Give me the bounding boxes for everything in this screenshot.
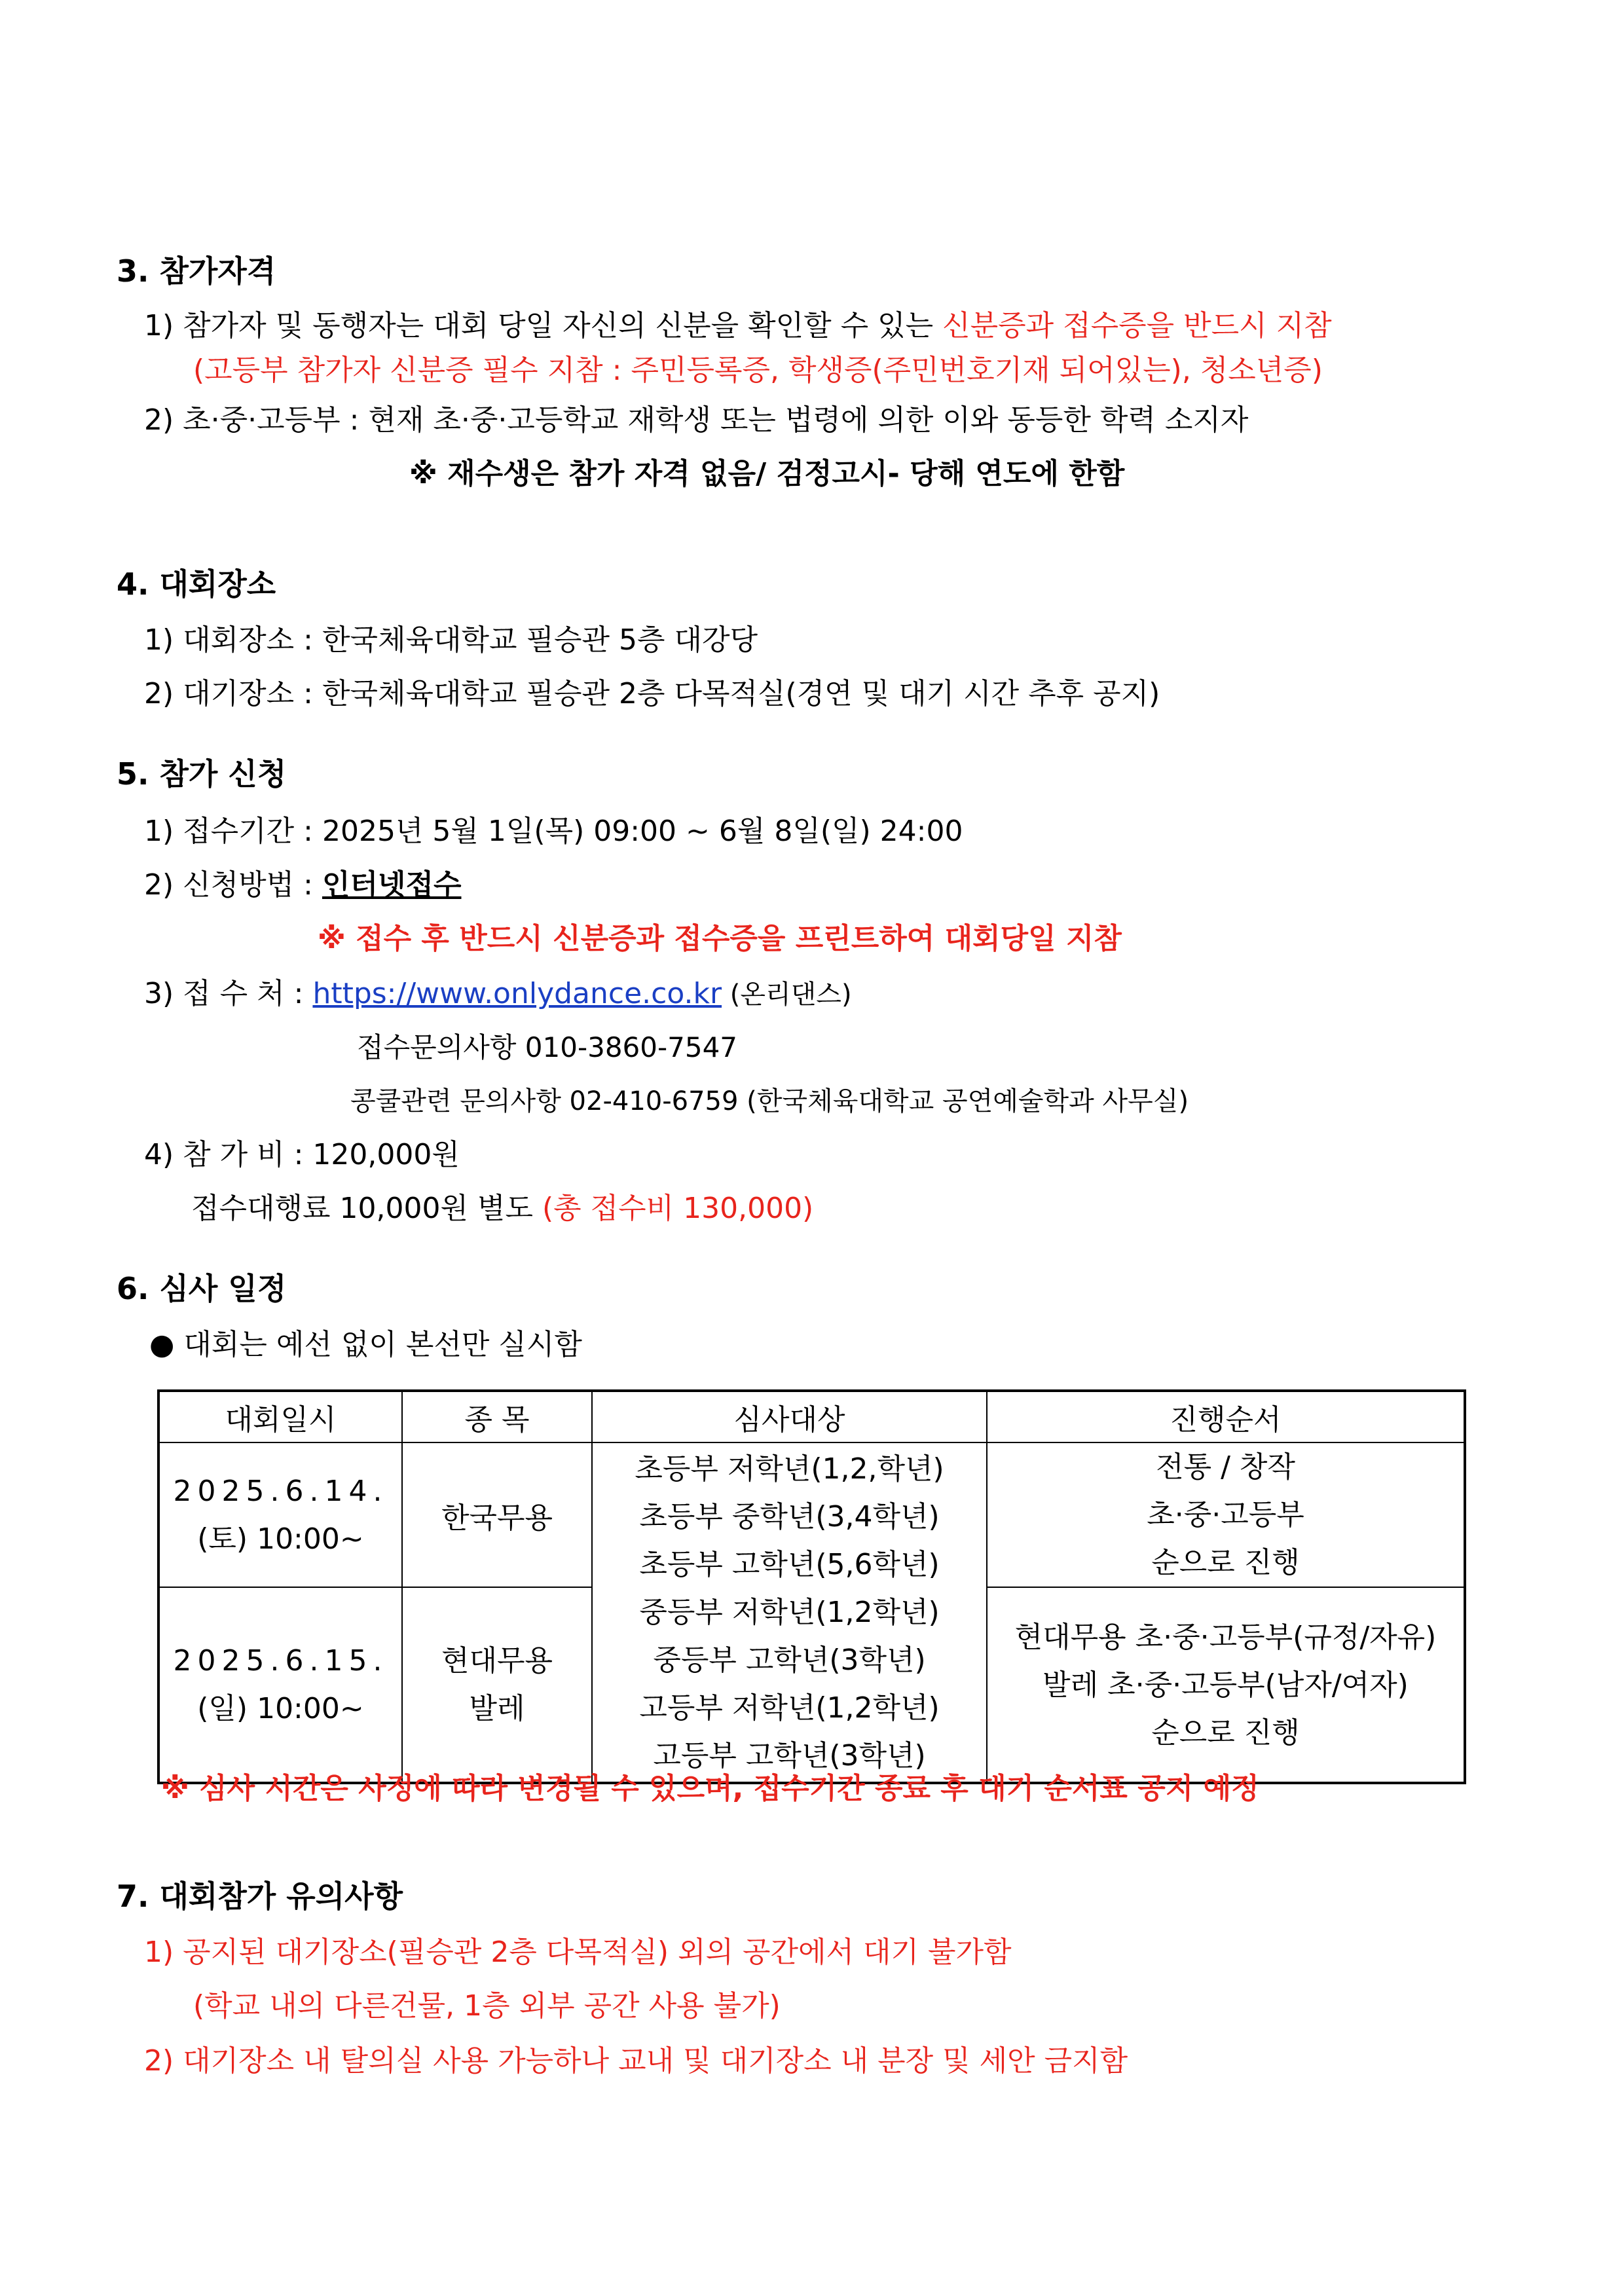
target-item: 고등부 저학년(1,2학년) [639, 1691, 940, 1725]
s5-item-4: 4) 참 가 비 : 120,000원 [144, 1138, 460, 1171]
s4-item-1: 1) 대회장소 : 한국체육대학교 필승관 5층 대강당 [144, 623, 758, 657]
s6-bullet: ● 대회는 예선 없이 본선만 실시함 [149, 1328, 582, 1361]
target-item: 초등부 중학년(3,4학년) [639, 1500, 940, 1533]
date-value: 2025.6.15. [173, 1644, 388, 1678]
s3-item-2: 2) 초·중·고등부 : 현재 초·중·고등학교 재학생 또는 법령에 의한 이와 동등한 학력 소지자 [144, 403, 1249, 437]
section-7-title: 7. 대회참가 유의사항 [117, 1879, 403, 1914]
s3-item-1-note: (고등부 참가자 신분증 필수 지참 : 주민등록증, 학생증(주민번호기재 되어있는), 청소년증) [193, 354, 1323, 387]
target-item: 중등부 고학년(3학년) [653, 1643, 926, 1677]
s3-item-1 [144, 306, 1332, 346]
section-6-title: 6. 심사 일정 [117, 1271, 287, 1306]
target-item: 고등부 고학년(3학년) [653, 1739, 926, 1772]
s5-item-4-total: (총 접수비 130,000) [542, 1192, 814, 1225]
s5-item-4-fee-line [191, 1189, 813, 1228]
date-cell [158, 1587, 402, 1783]
event-name: 발레 [469, 1692, 525, 1725]
target-item: 중등부 저학년(1,2학년) [639, 1596, 940, 1629]
s3-item-1-emph: 신분증과 접수증을 반드시 지참 [942, 309, 1332, 342]
s5-contact-2: 콩쿨관련 문의사항 02-410-6759 (한국체육대학교 공연예술학과 사무실) [350, 1086, 1189, 1116]
section-3-title: 3. 참가자격 [117, 253, 276, 289]
time-value: (일) 10:00~ [197, 1692, 364, 1725]
order-line: 초·중·고등부 [1147, 1498, 1304, 1532]
time-value: (토) 10:00~ [197, 1522, 364, 1556]
s5-item-1: 1) 접수기간 : 2025년 5월 1일(목) 09:00 ~ 6월 8일(일) 24:00 [144, 815, 963, 848]
section-4-title: 4. 대회장소 [117, 566, 276, 602]
target-item: 초등부 저학년(1,2,학년) [635, 1452, 944, 1486]
section-5-title: 5. 참가 신청 [117, 756, 287, 792]
s5-item-3 [144, 974, 852, 1014]
s4-item-2: 2) 대기장소 : 한국체육대학교 필승관 2층 다목적실(경연 및 대기 시간 추후 공지) [144, 677, 1160, 710]
order-line: 현대무용 초·중·고등부(규정/자유) [1014, 1620, 1437, 1654]
s5-item-3-link-suffix: (온리댄스) [722, 980, 852, 1010]
s7-item-1-note: (학교 내의 다른건물, 1층 외부 공간 사용 불가) [193, 1989, 781, 2023]
s5-item-2-notice: ※ 접수 후 반드시 신분증과 접수증을 프린트하여 대회당일 지참 [318, 922, 1122, 955]
order-line: 발레 초·중·고등부(남자/여자) [1043, 1668, 1409, 1702]
s5-item-2-label: 2) 신청방법 : [144, 868, 322, 902]
date-value: 2025.6.14. [173, 1474, 388, 1508]
table-header: 진행순서 [987, 1391, 1465, 1442]
s5-item-2-value: 인터넷접수 [322, 868, 462, 902]
schedule-table [157, 1389, 1466, 1784]
event-cell: 한국무용 [402, 1442, 592, 1587]
s5-item-2 [144, 866, 462, 905]
event-cell [402, 1587, 592, 1783]
order-cell [987, 1442, 1465, 1587]
s7-item-1: 1) 공지된 대기장소(필승관 2층 다목적실) 외의 공간에서 대기 불가함 [144, 1936, 1012, 1969]
table-row [158, 1442, 1465, 1587]
order-line: 순으로 진행 [1151, 1716, 1300, 1750]
s5-contact-1: 접수문의사항 010-3860-7547 [357, 1031, 738, 1063]
table-header: 대회일시 [158, 1391, 402, 1442]
date-cell [158, 1442, 402, 1587]
s3-notice: ※ 재수생은 참가 자격 없음/ 검정고시- 당해 연도에 한함 [409, 457, 1125, 490]
order-line: 순으로 진행 [1151, 1546, 1300, 1579]
s5-item-3-label: 3) 접 수 처 : [144, 977, 313, 1010]
website-link[interactable]: https://www.onlydance.co.kr [312, 977, 722, 1010]
order-cell [987, 1587, 1465, 1783]
s7-item-2: 2) 대기장소 내 탈의실 사용 가능하나 교내 및 대기장소 내 분장 및 세안 금지함 [144, 2044, 1128, 2078]
s3-item-1-text: 1) 참가자 및 동행자는 대회 당일 자신의 신분을 확인할 수 있는 [144, 309, 943, 342]
table-header-row [158, 1391, 1465, 1442]
s6-notice: ※ 심사 시간은 사정에 따라 변경될 수 있으며, 접수기간 종료 후 대기 순서표 공지 예정 [161, 1772, 1259, 1805]
s5-item-4-fee: 접수대행료 10,000원 별도 [191, 1192, 542, 1225]
table-header: 종 목 [402, 1391, 592, 1442]
table-header: 심사대상 [592, 1391, 987, 1442]
target-item: 초등부 고학년(5,6학년) [639, 1548, 940, 1581]
order-line: 전통 / 창작 [1156, 1450, 1295, 1484]
event-name: 현대무용 [441, 1644, 553, 1678]
targets-cell [592, 1442, 987, 1783]
